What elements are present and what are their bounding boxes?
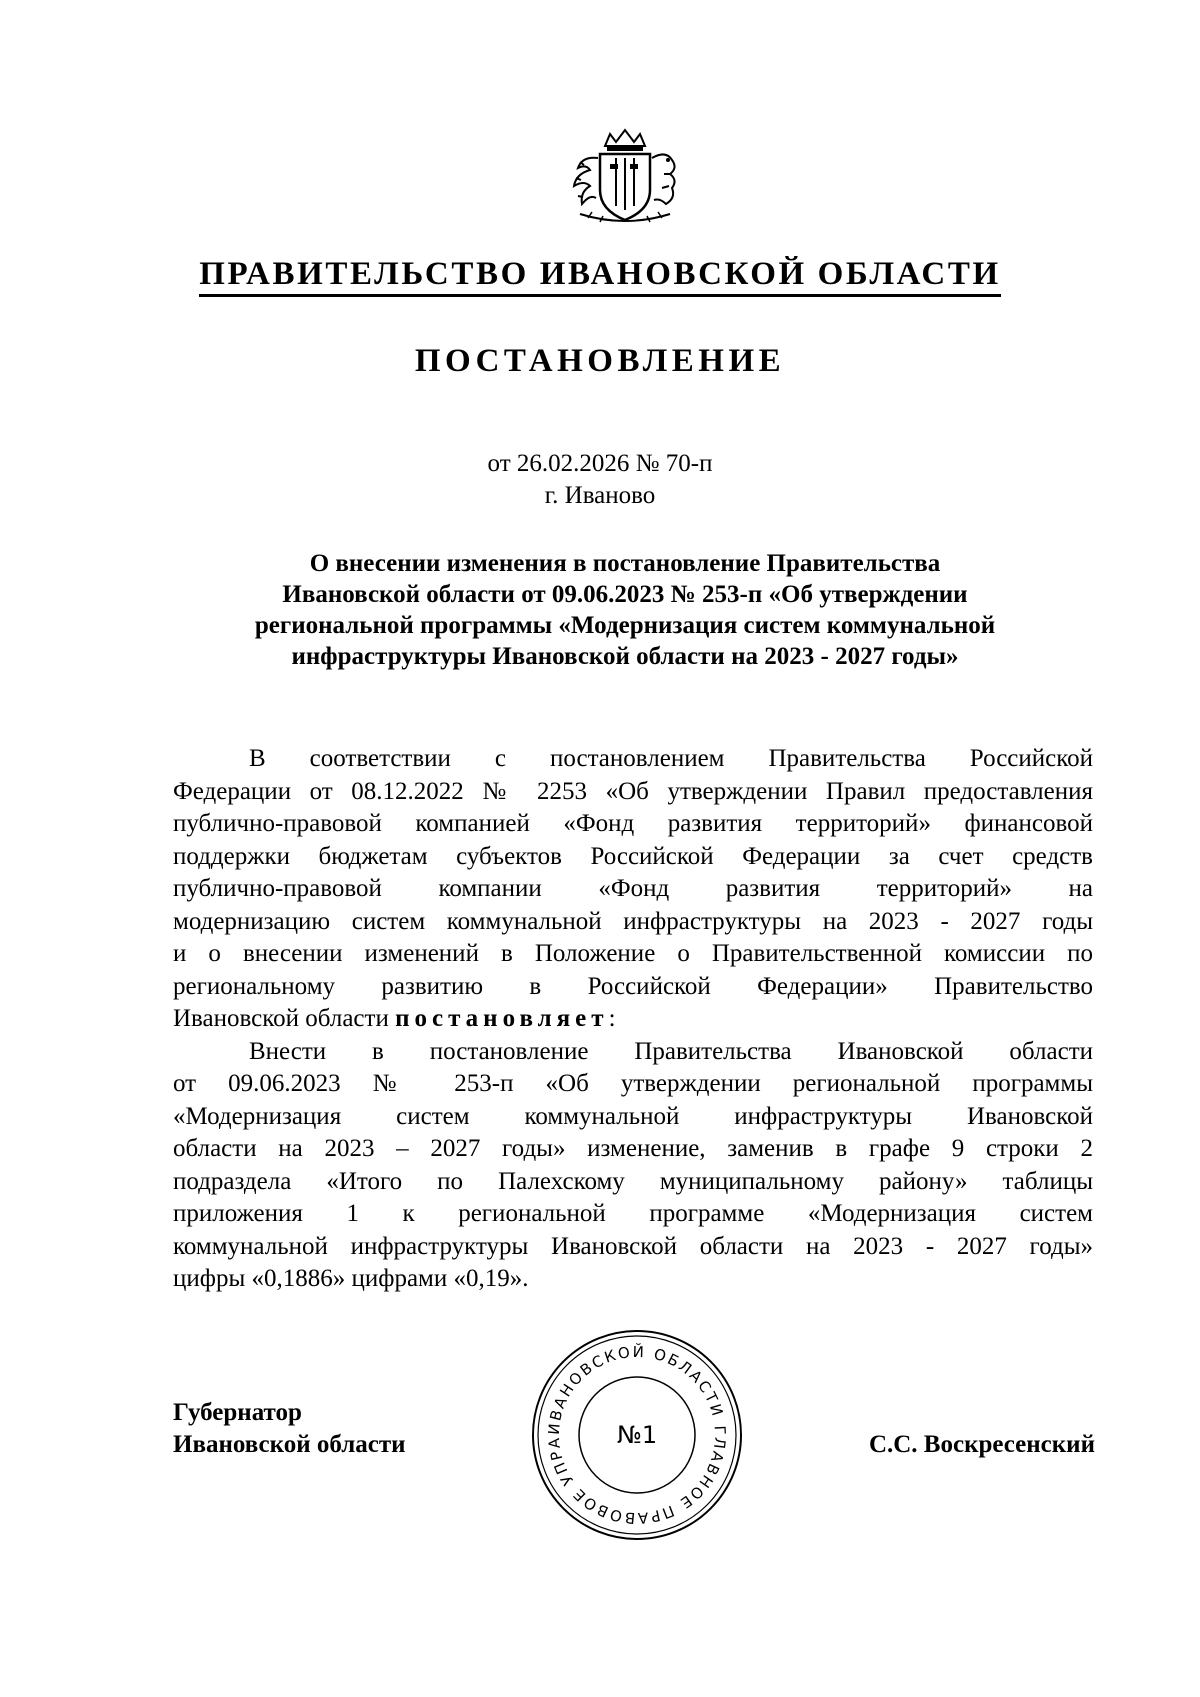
ivanovo-coat-of-arms-icon: [560, 128, 690, 228]
round-seal-icon: [529, 1327, 745, 1543]
body-line: подраздела «Итого по Палехскому муниципальному району» таблицы: [173, 1167, 1093, 1195]
document-subject: [175, 548, 1075, 672]
body-line: региональному развитию в Российской Федерации» Правительство: [173, 972, 1093, 1000]
body-line: публично-правовой компанией «Фонд развития территорий» финансовой: [173, 810, 1093, 837]
organization-title: [0, 258, 1200, 291]
document-date-number: от 26.02.2026 № 70-п: [487, 450, 713, 477]
signatory-title-line: Ивановской области: [173, 1431, 406, 1458]
subject-line: инфраструктуры Ивановской области на 2023 - 2027 годы»: [291, 643, 959, 670]
signatory-title: [173, 1397, 406, 1461]
resolves-word: постановляет: [395, 1005, 609, 1032]
seal-number: №1: [616, 1421, 658, 1449]
document-city: г. Иваново: [544, 482, 656, 509]
subject-line: Ивановской области от 09.06.2023 № 253-п «Об утверждении: [282, 581, 968, 608]
seal-ring-text: ИВАНОВСКОЙ ОБЛАСТИ ГЛАВНОЕ ПРАВОВОЕ УПРА: [544, 1342, 730, 1528]
subject-line: О внесении изменения в постановление Правительства: [309, 550, 941, 577]
body-line: публично-правовой компании «Фонд развития территорий» на: [173, 875, 1093, 902]
body-line-prefix: Ивановской области: [173, 1005, 389, 1032]
body-line-resolution: [173, 1003, 1093, 1036]
subject-line: региональной программы «Модернизация систем коммунальной: [254, 612, 996, 639]
body-line: области на 2023 – 2027 годы» изменение, заменив в графе 9 строки 2: [173, 1135, 1093, 1162]
body-line: цифры «0,1886» цифрами «0,19».: [173, 1265, 529, 1292]
organization-title-text: ПРАВИТЕЛЬСТВО ИВАНОВСКОЙ ОБЛАСТИ: [199, 256, 1001, 297]
body-line: коммунальной инфраструктуры Ивановской области на 2023 - 2027 годы»: [173, 1232, 1093, 1260]
document-type-title: ПОСТАНОВЛЕНИЕ: [414, 343, 786, 379]
body-line: «Модернизация систем коммунальной инфраструктуры Ивановской: [173, 1102, 1093, 1130]
signatory-title-line: Губернатор: [173, 1399, 302, 1426]
body-line: Федерации от 08.12.2022 № 2253 «Об утверждении Правил предоставления: [173, 777, 1093, 805]
body-line-suffix: :: [608, 1005, 616, 1032]
body-line: от 09.06.2023 № 253-п «Об утверждении региональной программы: [173, 1070, 1093, 1097]
signatory-name: С.С. Воскресенский: [868, 1431, 1095, 1458]
body-line: и о внесении изменений в Положение о Правительственной комиссии по: [173, 940, 1093, 967]
document-body: [173, 743, 1093, 1296]
body-line: Внести в постановление Правительства Ивановской области: [249, 1037, 1093, 1065]
body-line: В соответствии с постановлением Правительства Российской: [249, 745, 1093, 772]
body-line: модернизацию систем коммунальной инфраструктуры на 2023 - 2027 годы: [173, 907, 1093, 935]
body-line: поддержки бюджетам субъектов Российской Федерации за счет средств: [173, 842, 1093, 870]
body-line: приложения 1 к региональной программе «Модернизация систем: [173, 1200, 1093, 1227]
